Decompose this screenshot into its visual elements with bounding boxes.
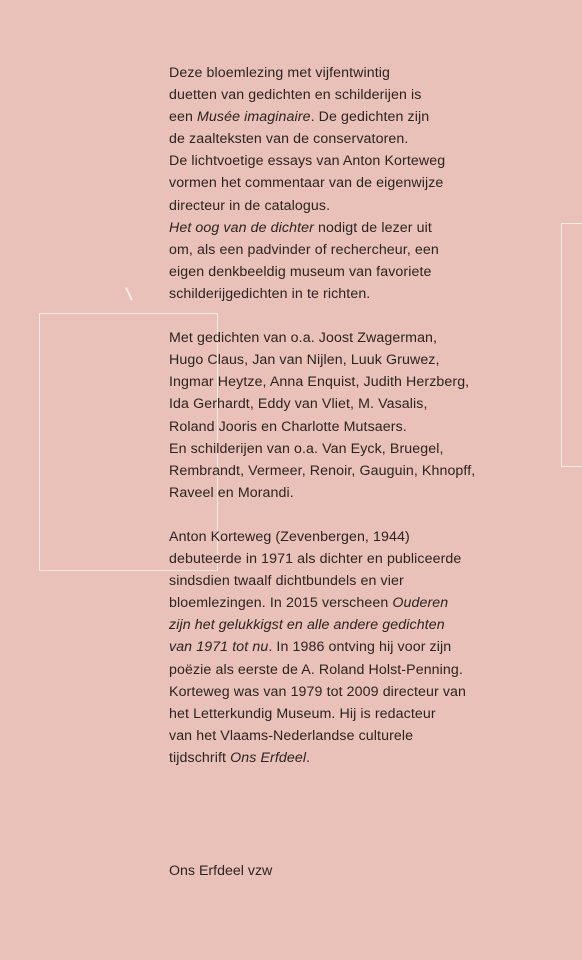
text-line: het Letterkundig Museum. Hij is redacteur [169, 705, 436, 722]
italic-title: Musée imaginaire [197, 109, 311, 126]
contributors-paragraph [169, 327, 514, 504]
text-line: Ingmar Heytze, Anna Enquist, Judith Herzberg, [169, 374, 470, 391]
text-line: om, als een padvinder of rechercheur, een [169, 241, 439, 258]
text-line: En schilderijen van o.a. Van Eyck, Bruegel, [169, 440, 444, 457]
text-line [169, 106, 514, 128]
text-line: Hugo Claus, Jan van Nijlen, Luuk Gruwez, [169, 352, 440, 369]
text-fragment: . De gedichten zijn [310, 109, 430, 126]
text-line: Deze bloemlezing met vijfentwintig [169, 65, 391, 81]
text-fragment: tijdschrift [169, 749, 231, 766]
decorative-frame-right [561, 223, 582, 467]
text-line: Roland Jooris en Charlotte Mutsaers. [169, 418, 407, 435]
text-line [169, 614, 514, 636]
italic-title: van 1971 tot nu [169, 639, 269, 656]
italic-title: Ouderen [392, 595, 449, 612]
paragraph-spacer [169, 504, 514, 526]
text-line: duetten van gedichten en schilderijen is [169, 87, 422, 104]
text-line: eigen denkbeeldig museum van favoriete [169, 263, 432, 280]
text-line: directeur in de catalogus. [169, 197, 331, 214]
text-line [169, 217, 514, 239]
text-fragment: nodigt de lezer uit [313, 219, 432, 236]
text-fragment: . [306, 749, 311, 766]
text-line: Ida Gerhardt, Eddy van Vliet, M. Vasalis, [169, 396, 428, 413]
text-line: De lichtvoetige essays van Anton Korteweg [169, 153, 446, 170]
back-cover-text [169, 62, 514, 769]
text-line: Rembrandt, Vermeer, Renoir, Gauguin, Khnopff, [169, 462, 476, 479]
text-line [169, 636, 514, 658]
publisher-name: Ons Erfdeel vzw [169, 863, 273, 879]
text-line: Met gedichten van o.a. Joost Zwagerman, [169, 330, 438, 347]
italic-title: Ons Erfdeel [230, 749, 307, 766]
italic-title: zijn het gelukkigst en alle andere gedichten [169, 617, 445, 634]
description-paragraph [169, 62, 514, 305]
text-line: van het Vlaams-Nederlandse culturele [169, 727, 414, 744]
text-fragment: een [169, 109, 198, 126]
text-line: Raveel en Morandi. [169, 484, 294, 501]
text-line: de zaalteksten van de conservatoren. [169, 131, 409, 148]
text-line: Korteweg was van 1979 tot 2009 directeur van [169, 683, 467, 700]
text-line [169, 747, 514, 769]
text-fragment: . In 1986 ontving hij voor zijn [268, 639, 452, 656]
text-line: Anton Korteweg (Zevenbergen, 1944) [169, 528, 410, 545]
italic-title: Het oog van de dichter [169, 219, 314, 236]
text-line: sindsdien twaalf dichtbundels en vier [169, 573, 404, 590]
decorative-tick-mark [125, 287, 132, 300]
author-bio-paragraph [169, 526, 514, 769]
paragraph-spacer [169, 305, 514, 327]
text-line: debuteerde in 1971 als dichter en publiceerde [169, 551, 462, 568]
text-line [169, 592, 514, 614]
text-line: schilderijgedichten in te richten. [169, 285, 371, 302]
text-fragment: bloemlezingen. In 2015 verscheen [169, 595, 393, 612]
text-line: poëzie als eerste de A. Roland Holst-Penning. [169, 661, 463, 678]
text-line: vormen het commentaar van de eigenwijze [169, 175, 444, 192]
